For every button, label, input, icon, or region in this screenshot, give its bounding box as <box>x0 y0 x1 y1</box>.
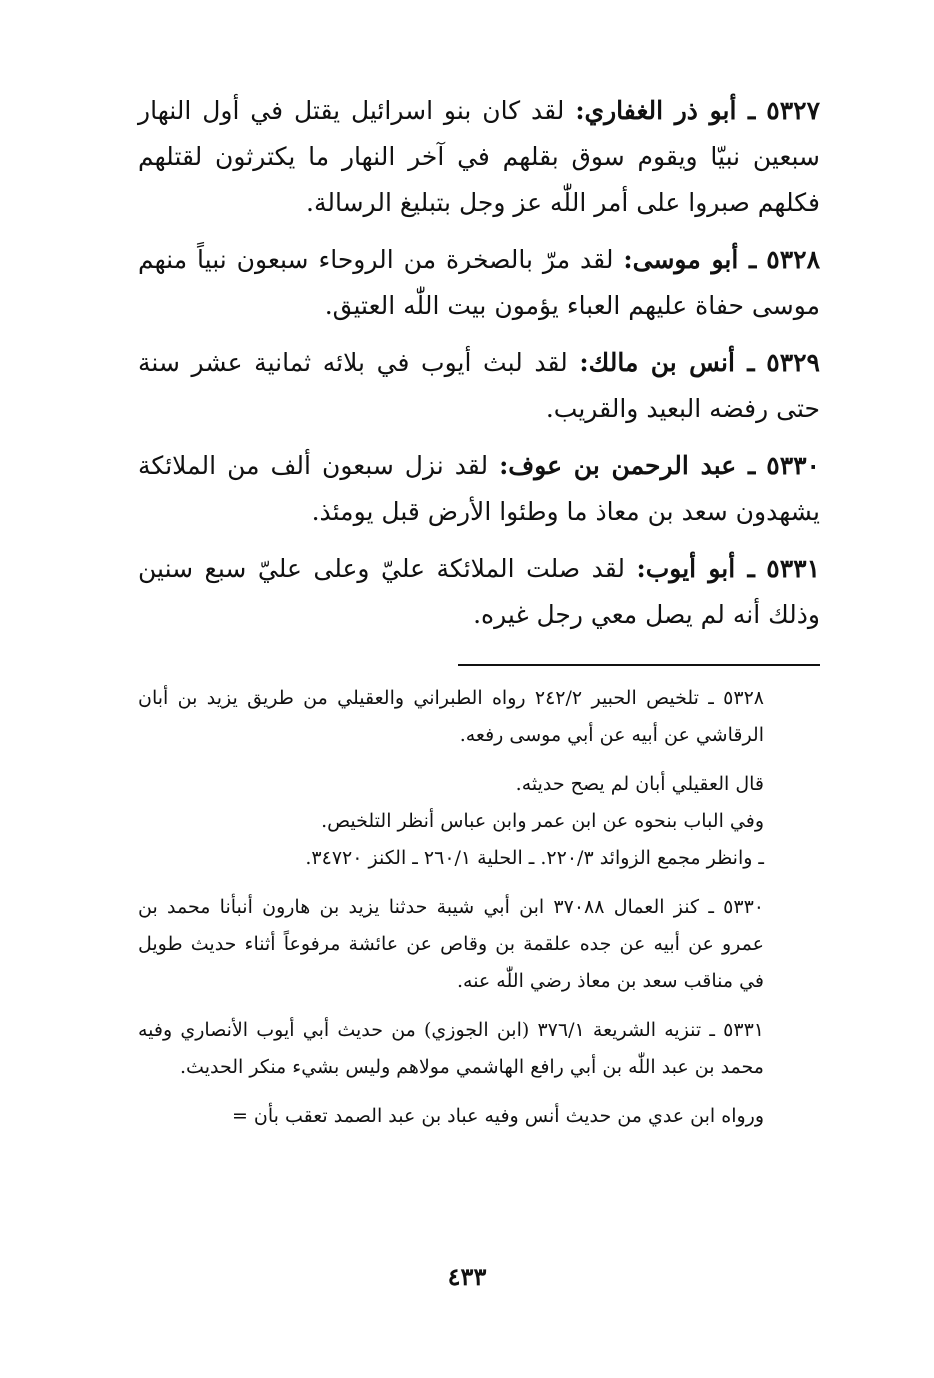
entry-5327: ٥٣٢٧ ـ أبو ذر الغفاري: لقد كان بنو اسرائيل يقتل في أول النهار سبعين نبيّا ويقوم سوق بقلهم في آخر النهار ما يكترثون لقتلهم فكلهم صبروا على أمر اللّٰه عز وجل بتبليغ الرسالة. <box>138 96 821 217</box>
entry-number: ٥٣٢٩ <box>766 348 820 377</box>
footnote-5328-details <box>138 766 820 877</box>
entry-number: ٥٣٣٠ <box>766 451 820 480</box>
entry-5331: ٥٣٣١ ـ أبو أيوب: لقد صلت الملائكة عليّ وعلى عليّ سبع سنين وذلك أنه لم يصل معي رجل غيره. <box>138 554 820 629</box>
entry-5328: ٥٣٢٨ ـ أبو موسى: لقد مرّ بالصخرة من الروحاء سبعون نبياً منهم موسى حفاة عليهم العباء يؤمون بيت اللّٰه العتيق. <box>138 245 821 320</box>
footnote-5328: ٥٣٢٨ ـ تلخيص الحبير ٢٤٢/٢ رواه الطبراني والعقيلي من طريق يزيد بن أبان الرقاشي عن أبيه عن أبي موسى رفعه. <box>138 687 764 746</box>
entry-text: لقد لبث أيوب في بلائه ثمانية عشر سنة حتى رفضه البعيد والقريب. <box>138 348 820 423</box>
entry-5329: ٥٣٢٩ ـ أنس بن مالك: لقد لبث أيوب في بلائه ثمانية عشر سنة حتى رفضه البعيد والقريب. <box>138 348 820 423</box>
entry-text: لقد نزل سبعون ألف من الملائكة يشهدون سعد بن معاذ ما وطئوا الأرض قبل يومئذ. <box>138 451 820 526</box>
footnote-continuation: ورواه ابن عدي من حديث أنس وفيه عباد بن عبد الصمد تعقب بأن = <box>231 1105 764 1127</box>
footnote-5330: ٥٣٣٠ ـ كنز العمال ٣٧٠٨٨ ابن أبي شيبة حدثنا يزيد بن هارون أنبأنا محمد بن عمرو عن أبيه عن جده علقمة بن وقاص عن عائشة مرفوعاً أثناء حديث طويل في مناقب سعد بن معاذ رضي اللّٰه عنه. <box>138 896 764 992</box>
footnote-5328-sub3: ـ وانظر مجمع الزوائد ٢٢٠/٣. ـ الحلية ٢٦٠/١ ـ الكنز ٣٤٧٢٠. <box>305 847 764 869</box>
entry-5330: ٥٣٣٠ ـ عبد الرحمن بن عوف: لقد نزل سبعون ألف من الملائكة يشهدون سعد بن معاذ ما وطئوا الأرض قبل يومئذ. <box>138 451 820 526</box>
page-number: ٤٣٣ <box>447 1262 487 1291</box>
entry-number: ٥٣٢٧ <box>766 96 821 125</box>
entry-narrator: أبو موسى: <box>623 245 739 274</box>
entry-text: لقد مرّ بالصخرة من الروحاء سبعون نبياً منهم موسى حفاة عليهم العباء يؤمون بيت اللّٰه العتيق. <box>138 245 820 320</box>
footnote-5328-sub2: وفي الباب بنحوه عن ابن عمر وابن عباس أنظر التلخيص. <box>321 810 764 832</box>
footnote-separator <box>458 664 820 666</box>
entry-number: ٥٣٣١ <box>766 554 820 583</box>
footnote-5331: ٥٣٣١ ـ تنزيه الشريعة ٣٧٦/١ (ابن الجوزي) من حديث أبي أيوب الأنصاري وفيه محمد بن عبد اللّٰه بن أبي رافع الهاشمي مولاهم وليس بشيء منكر الحديث. <box>138 1019 764 1078</box>
entry-narrator: أنس بن مالك: <box>579 348 735 377</box>
entry-narrator: أبو ذر الغفاري: <box>575 96 737 125</box>
entry-narrator: أبو أيوب: <box>636 554 736 583</box>
footnotes <box>138 680 820 1147</box>
main-text <box>138 88 820 649</box>
entry-number: ٥٣٢٨ <box>766 245 821 274</box>
footnote-5328-sub1: قال العقيلي أبان لم يصح حديثه. <box>515 773 764 795</box>
entry-text: لقد كان بنو اسرائيل يقتل في أول النهار سبعين نبيّا ويقوم سوق بقلهم في آخر النهار ما يكترثون لقتلهم فكلهم صبروا على أمر اللّٰه عز وجل بتبليغ الرسالة. <box>138 96 820 217</box>
entry-text: لقد صلت الملائكة عليّ وعلى عليّ سبع سنين وذلك أنه لم يصل معي رجل غيره. <box>138 554 820 629</box>
entry-narrator: عبد الرحمن بن عوف: <box>499 451 737 480</box>
